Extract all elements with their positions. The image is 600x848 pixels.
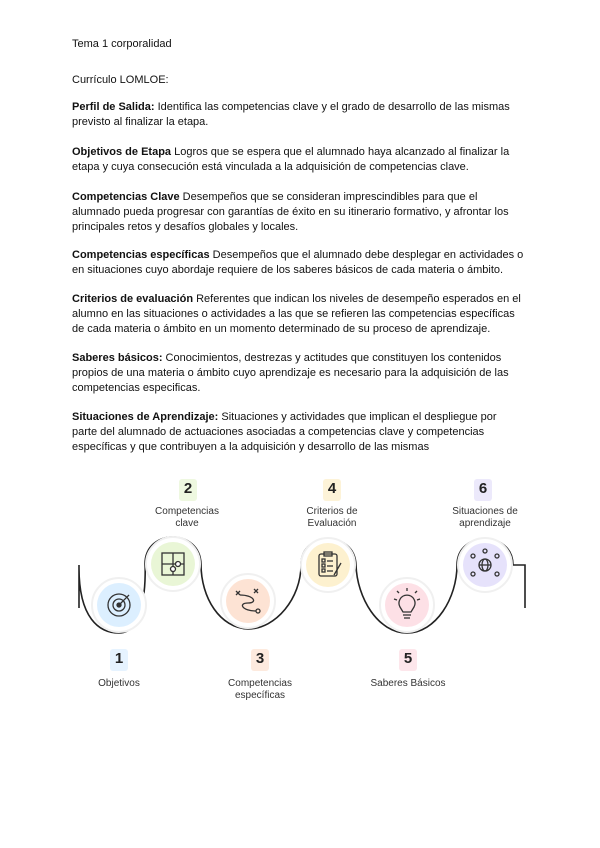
definition-term: Competencias específicas (72, 249, 210, 261)
definition-paragraph (72, 100, 542, 130)
step-label: Competencias (228, 678, 292, 689)
definition-text: alumnado pueda progresar con garantías de éxito en su itinerario formativo, y afrontar los (72, 206, 509, 218)
definition-text: principales retos y desafíos globales y locales. (72, 221, 299, 233)
definition-paragraph (72, 248, 542, 278)
definition-text: específicas y que contribuyen a la adquisición y desarrollo de las mismas (72, 441, 430, 453)
definition-text: etapa y cuya consecución está vinculada a la adquisición de competencias clave. (72, 161, 469, 173)
definition-text: de cada materia o ámbito en un momento determinado de su proceso de aprendizaje. (72, 323, 491, 335)
definition-text: previsto al finalizar la etapa. (72, 116, 209, 128)
step-number: 2 (183, 480, 193, 497)
definition-text: Identifica las competencias clave y el grado de desarrollo de las mismas (154, 101, 510, 113)
definition-text: Conocimientos, destrezas y actitudes que constituyen los contenidos (162, 352, 502, 364)
definition-text: alumno en las situaciones o actividades a las que se refieren las competencias específicas (72, 308, 515, 320)
definition-paragraph (72, 410, 542, 455)
steps-wave-line (79, 537, 525, 633)
definition-text: Referentes que indican los niveles de desempeño esperados en el (193, 293, 521, 305)
definition-paragraph (72, 145, 542, 175)
curriculum-heading: Currículo LOMLOE: (72, 74, 169, 86)
definition-text: Situaciones y actividades que implican el despliegue por (218, 411, 497, 423)
steps-infographic (70, 468, 535, 718)
step-label: clave (175, 518, 199, 529)
step-label: Saberes Básicos (370, 678, 446, 689)
step-label: Competencias (155, 506, 219, 517)
step-number: 5 (403, 650, 413, 667)
definition-text: propios de una materia o ámbito cuyo aprendizaje es necesario para la adquisición de las (72, 367, 509, 379)
step-number: 4 (327, 480, 337, 497)
step-circle (226, 579, 270, 623)
definition-paragraph (72, 292, 542, 337)
definition-term: Criterios de evaluación (72, 293, 194, 305)
definition-term: Competencias Clave (72, 191, 180, 203)
definition-text: Desempeños que el alumnado debe desplegar en actividades o (209, 249, 524, 261)
definition-text: Desempeños que se consideran imprescindibles para que el (179, 191, 478, 203)
definition-term: Situaciones de Aprendizaje: (72, 411, 219, 423)
definition-term: Saberes básicos: (72, 352, 163, 364)
document-title: Tema 1 corporalidad (72, 38, 172, 50)
step-label: aprendizaje (459, 518, 511, 529)
definition-text: Logros que se espera que el alumnado haya alcanzado al finalizar la (171, 146, 510, 158)
definition-text: parte del alumnado de actuaciones asociadas a competencias clave y competencias (72, 426, 485, 438)
definition-paragraph (72, 190, 542, 235)
step-label: específicas (234, 690, 286, 701)
step-number: 6 (478, 480, 488, 497)
definition-term: Objetivos de Etapa (72, 146, 172, 158)
step-number: 1 (114, 650, 124, 667)
step-circle (306, 543, 350, 587)
definition-term: Perfil de Salida: (72, 101, 155, 113)
step-number: 3 (255, 650, 265, 667)
definition-text: competencias especificas. (72, 382, 201, 394)
step-label: Objetivos (98, 678, 140, 689)
definition-text: en situaciones cuyo abordaje requiere de los saberes básicos de cada materia o ámbito. (72, 264, 504, 276)
step-label: Criterios de (306, 506, 358, 517)
step-label: Evaluación (307, 518, 357, 529)
step-label: Situaciones de (452, 506, 518, 517)
definition-paragraph (72, 351, 542, 396)
